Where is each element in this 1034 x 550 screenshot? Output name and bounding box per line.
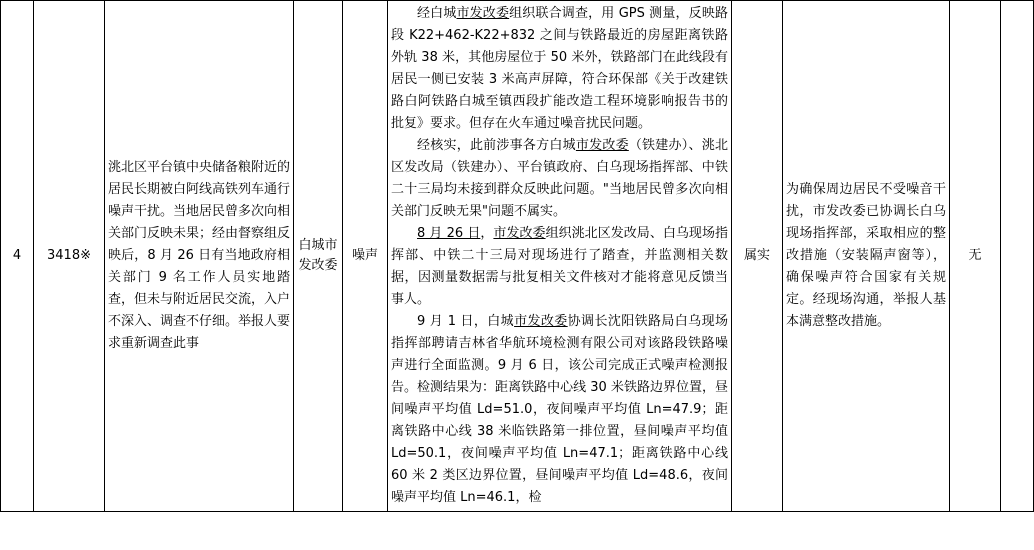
- cell-penalty: 无: [950, 1, 1001, 512]
- table-row: [1, 1, 1034, 512]
- cell-unit: [294, 1, 343, 512]
- cell-detail: [388, 1, 732, 512]
- cell-result: 属实: [732, 1, 783, 512]
- detail-paragraph-4: 9 月 1 日，白城市发改委协调长沈阳铁路局白乌现场指挥部聘请吉林省华航环境检测有限公司对该路段铁路噪声进行全面监测。9 月 6 日，该公司完成正式噪声检测报告。检测结果为：距离铁路中心线 30 米铁路边界位置，昼间噪声平均值 Ld=51.0，夜间噪声平均值 Ln=47.9；距离铁路中心线 38 米临铁路第一排位置，昼间噪声平均值 Ld=50.1，夜间噪声平均值 Ln=47.1；距离铁路中心线 60 米 2 类区边界位置，昼间噪声平均值 Ld=48.6，夜间噪声平均值 Ln=46.1，检: [391, 314, 728, 505]
- cell-trailing: [1001, 1, 1034, 512]
- description-text: 洮北区平台镇中央储备粮附近的居民长期被白阿线高铁列车通行噪声干扰。当地居民曾多次向相关部门反映未果；经由督察组反映后，8 月 26 日有当地政府相关部门 9 名工作人员实地踏查，但未与附近居民交流，入户不深入、调查不仔细。举报人要求重新调查此事: [108, 160, 291, 351]
- cell-code: 3418※: [34, 1, 105, 512]
- detail-paragraph-3: 8 月 26 日，市发改委组织洮北区发改局、白乌现场指挥部、中铁二十三局对现场进行了踏查，并监测相关数据，因测量数据需与批复相关文件核对才能将意见反馈当事人。: [391, 226, 728, 307]
- detail-paragraph-2: 经核实，此前涉事各方白城市发改委（铁建办）、洮北区发改局（铁建办）、平台镇政府、白乌现场指挥部、中铁二十三局均未接到群众反映此问题。"当地居民曾多次向相关部门反映无果"问题不属实。: [391, 138, 728, 219]
- detail-paragraph-1: 经白城市发改委组织联合调查，用 GPS 测量，反映路段 K22+462-K22+832 之间与铁路最近的房屋距离铁路外轨 38 米，其他房屋位于 50 米外，铁路部门在此线段有居民一侧已安装 3 米高声屏障，符合环保部《关于改建铁路白阿铁路白城至镇西段扩能改造工程环境影响报告书的批复》要求。但存在火车通过噪音扰民问题。: [391, 6, 728, 131]
- cell-measures: 为确保周边居民不受噪音干扰，市发改委已协调长白乌现场指挥部，采取相应的整改措施（安装隔声窗等），确保噪声符合国家有关规定。经现场沟通，举报人基本满意整改措施。: [783, 1, 950, 512]
- cell-description: [105, 1, 294, 512]
- unit-text: 白城市发改委: [298, 238, 338, 273]
- cell-type: 噪声: [343, 1, 388, 512]
- cell-index: 4: [1, 1, 34, 512]
